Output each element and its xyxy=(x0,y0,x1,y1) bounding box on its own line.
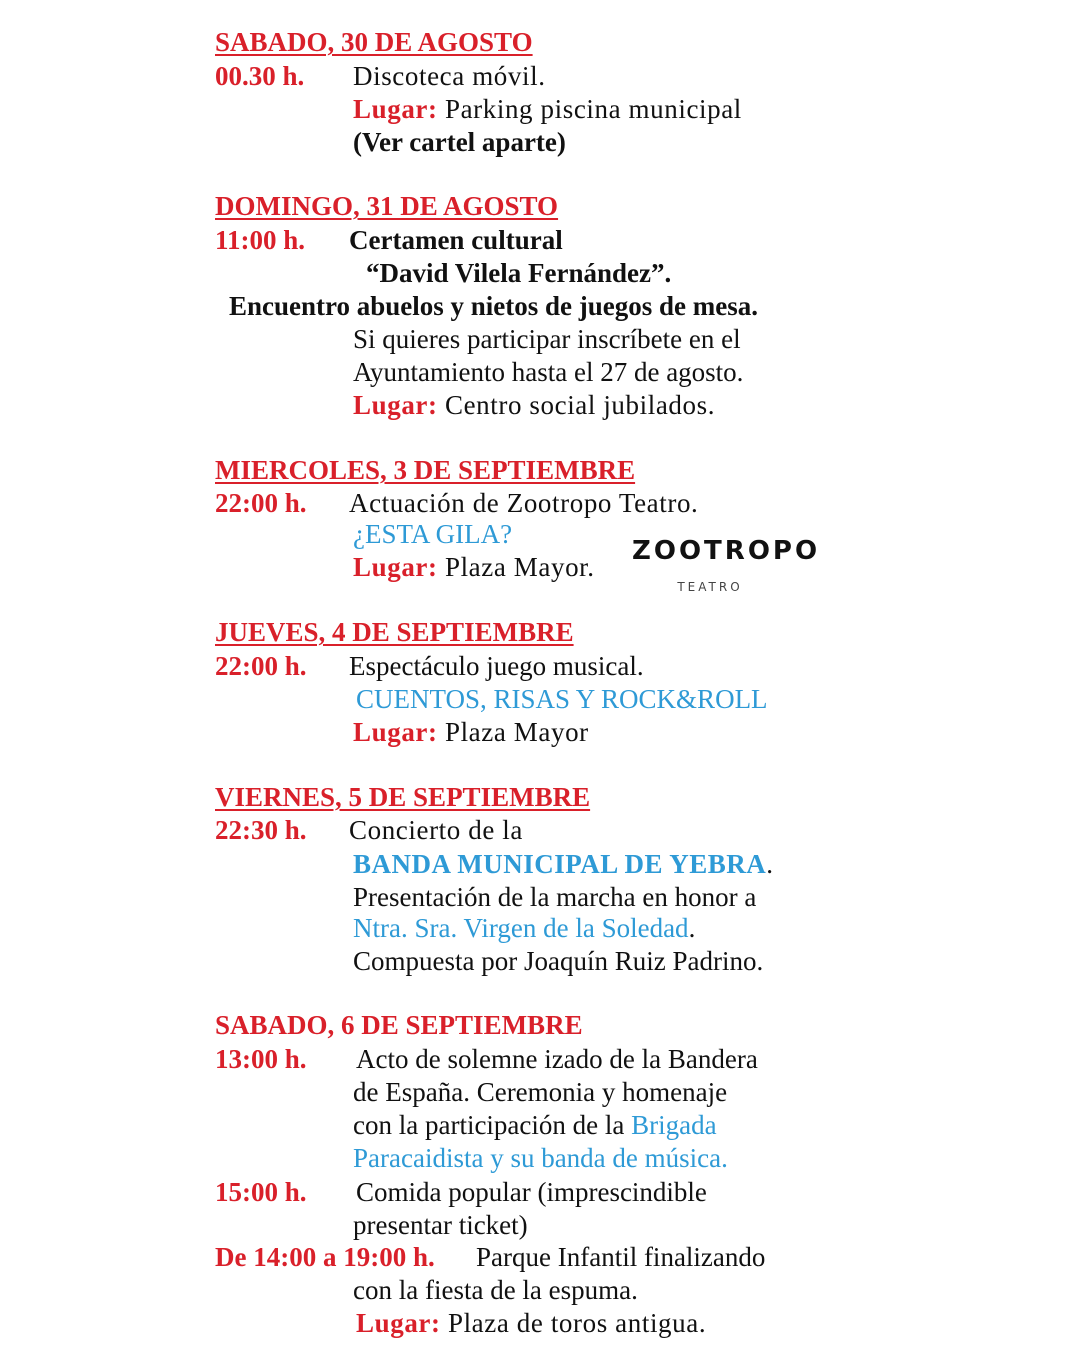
event-time: 15:00 h. xyxy=(215,1177,307,1207)
show-title: CUENTOS, RISAS Y ROCK&ROLL xyxy=(356,684,768,714)
event-title: Acto de solemne izado de la Bandera xyxy=(356,1044,758,1074)
place-value: Centro social jubilados. xyxy=(444,390,716,420)
event-note: (Ver cartel aparte) xyxy=(353,127,566,157)
place-label: Lugar: xyxy=(353,717,438,747)
event-title: Concierto de la xyxy=(349,815,523,845)
band-line xyxy=(353,848,773,881)
event-time: De 14:00 a 19:00 h. xyxy=(215,1242,435,1272)
event-title: Actuación de Zootropo Teatro. xyxy=(349,488,699,518)
virgin-name: Ntra. Sra. Virgen de la Soledad xyxy=(353,913,689,943)
band-end: . xyxy=(766,849,774,879)
event-title: Parque Infantil finalizando xyxy=(476,1242,766,1272)
show-title: ¿ESTA GILA? xyxy=(353,519,513,549)
day-heading-viernes-5: VIERNES, 5 DE SEPTIEMBRE xyxy=(215,782,591,812)
logo-word: ZOOTROPO xyxy=(632,536,821,566)
event-line: de España. Ceremonia y homenaje xyxy=(353,1077,728,1107)
event-time: 22:00 h. xyxy=(215,488,307,518)
place-value: Plaza de toros antigua. xyxy=(447,1308,707,1338)
event-title-line2: “David Vilela Fernández”. xyxy=(366,258,672,288)
event-place-line xyxy=(353,389,715,422)
event-info-line: Presentación de la marcha en honor a xyxy=(353,882,757,912)
event-title: Discoteca móvil. xyxy=(353,61,546,91)
brigada-text-line2: Paracaidista y su banda de música. xyxy=(353,1143,728,1173)
day-heading-sabado-30: SABADO, 30 DE AGOSTO xyxy=(215,27,533,57)
event-place-line xyxy=(353,93,742,126)
place-label: Lugar: xyxy=(356,1308,441,1338)
event-time: 11:00 h. xyxy=(215,225,306,255)
event-info-line2: Ayuntamiento hasta el 27 de agosto. xyxy=(353,357,744,387)
virgin-line xyxy=(353,912,695,945)
place-value: Plaza Mayor. xyxy=(444,552,595,582)
event-title-line3: Encuentro abuelos y nietos de juegos de mesa. xyxy=(229,291,759,321)
event-info-line: Compuesta por Joaquín Ruiz Padrino. xyxy=(353,946,764,976)
event-time: 22:00 h. xyxy=(215,651,307,681)
day-heading-jueves-4: JUEVES, 4 DE SEPTIEMBRE xyxy=(215,617,574,647)
place-label: Lugar: xyxy=(353,390,438,420)
event-title: Certamen cultural xyxy=(349,225,563,255)
event-place-line xyxy=(353,716,589,749)
event-title: Espectáculo juego musical. xyxy=(349,651,644,681)
brigada-text: Brigada xyxy=(631,1110,717,1140)
event-line xyxy=(353,1109,717,1142)
event-line: con la fiesta de la espuma. xyxy=(353,1275,638,1305)
place-label: Lugar: xyxy=(353,94,438,124)
band-name: BANDA MUNICIPAL DE YEBRA xyxy=(353,849,767,879)
day-heading-domingo-31: DOMINGO, 31 DE AGOSTO xyxy=(215,191,559,221)
day-heading-sabado-6: SABADO, 6 DE SEPTIEMBRE xyxy=(215,1010,583,1040)
logo-subtitle: TEATRO xyxy=(677,580,743,594)
virgin-end: . xyxy=(688,913,696,943)
event-place-line xyxy=(353,551,595,584)
place-label: Lugar: xyxy=(353,552,438,582)
event-time: 13:00 h. xyxy=(215,1044,307,1074)
place-value: Plaza Mayor xyxy=(444,717,589,747)
event-info-line1: Si quieres participar inscríbete en el xyxy=(353,324,741,354)
zootropo-teatro-logo xyxy=(632,536,821,602)
place-value: Parking piscina municipal xyxy=(444,94,742,124)
day-heading-miercoles-3: MIERCOLES, 3 DE SEPTIEMBRE xyxy=(215,455,636,485)
event-time: 22:30 h. xyxy=(215,815,307,845)
event-place-line xyxy=(356,1307,706,1340)
event-time: 00.30 h. xyxy=(215,61,305,91)
event-line-text: con la participación de la xyxy=(353,1110,632,1140)
event-line: presentar ticket) xyxy=(353,1210,528,1240)
event-title: Comida popular (imprescindible xyxy=(356,1177,707,1207)
